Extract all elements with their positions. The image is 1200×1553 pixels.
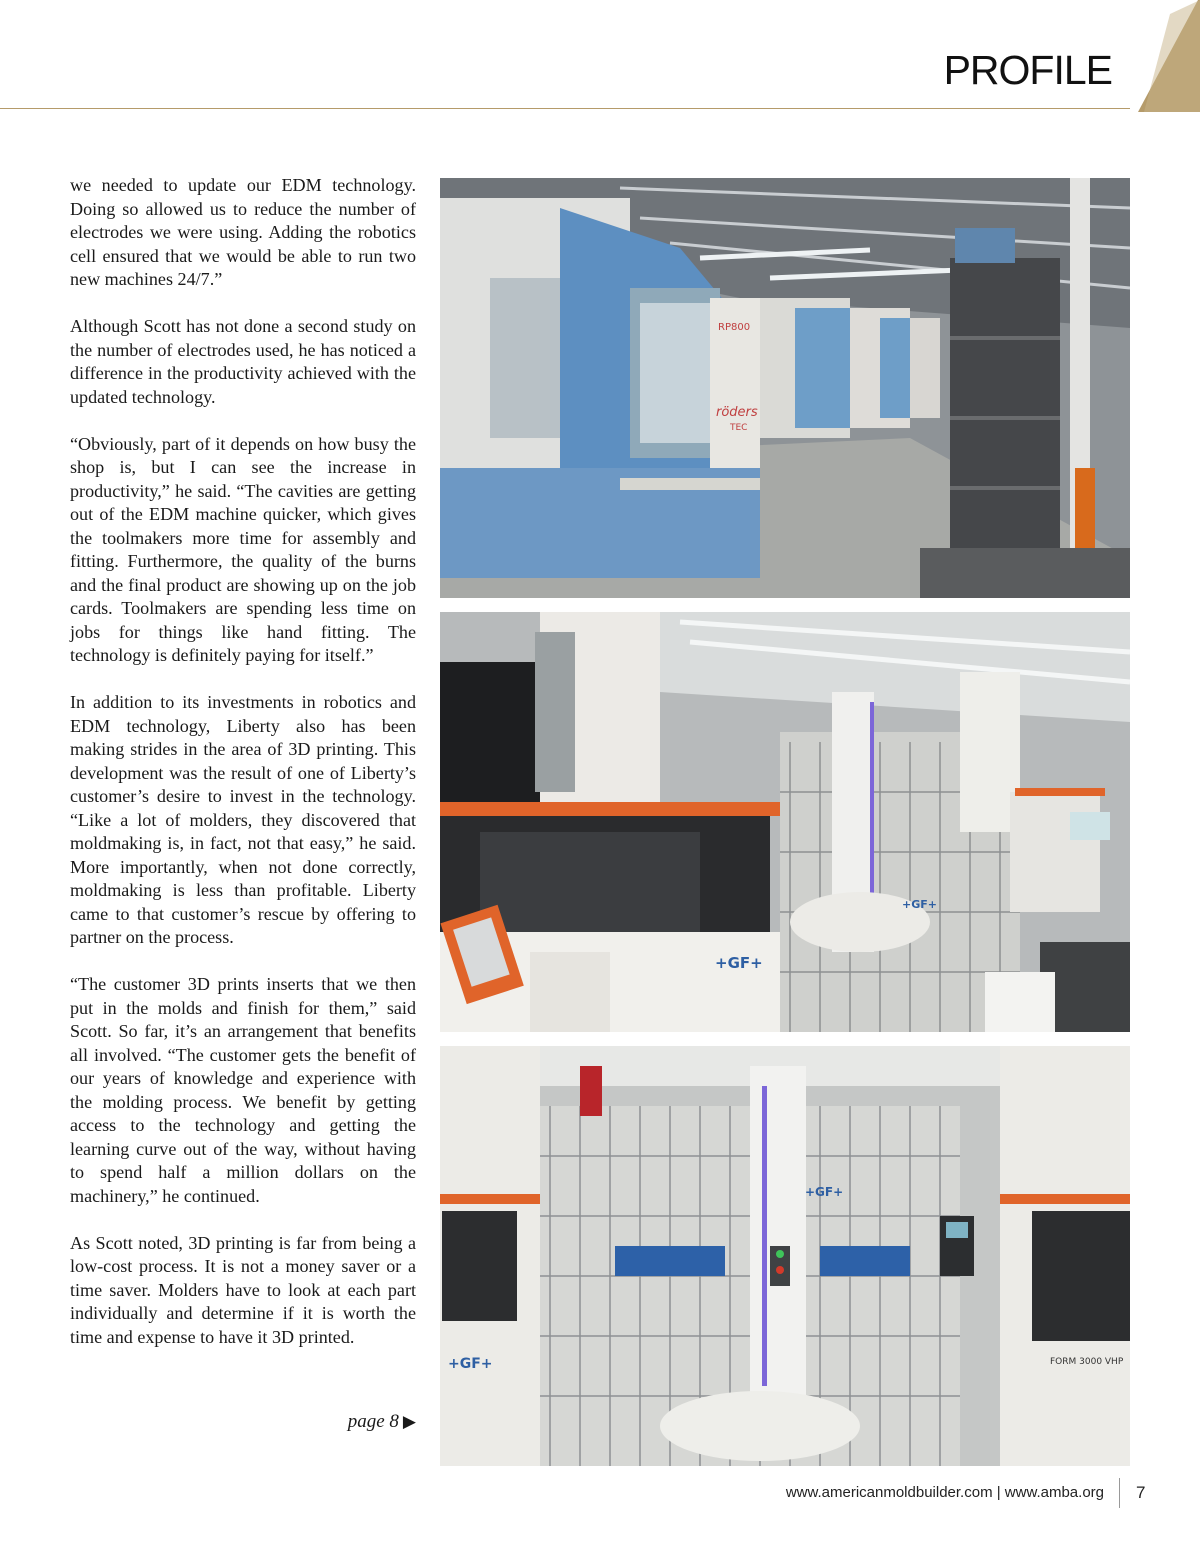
corner-decoration (1110, 0, 1200, 112)
paragraph: In addition to its investments in robotics and EDM technology, Liberty also has been making strides in the area of 3D printing. This development was the result of one of Liberty’s customer’s desire to invest in the technology. “Like a lot of molders, they discovered that moldmaking is, in fact, not that easy,” he said. More importantly, when not done correctly, moldmaking is less than profitable. Liberty came to that customer’s rescue by offering to partner on the process. (70, 692, 416, 947)
gf-logo-label: +GF+ (715, 954, 763, 972)
continued-link[interactable] (260, 1411, 416, 1433)
page-number: 7 (1136, 1483, 1146, 1502)
gf-logo-label: +GF+ (448, 1356, 493, 1372)
machine-brand-sub-label: TEC (730, 423, 748, 433)
paragraph: Although Scott has not done a second study on the number of electrodes used, he has noticed a difference in the productivity achieved with the updated technology. (70, 316, 416, 407)
article-body (70, 174, 416, 1373)
photo-form-3000 (440, 1046, 1130, 1466)
paragraph: we needed to update our EDM technology. Doing so allowed us to reduce the number of electrodes we were using. Adding the robotics cell ensured that we would be able to run two new machines 24/7.” (70, 175, 416, 289)
gf-logo-small-label: +GF+ (902, 898, 937, 911)
photo-robotics-cell (440, 612, 1130, 1032)
header-rule (0, 108, 1130, 109)
photo-edm-machines (440, 178, 1130, 598)
machine-brand-label: röders (716, 405, 758, 420)
paragraph: “The customer 3D prints inserts that we then put in the molds and finish for them,” said Scott. So far, it’s an arrangement that benefits all involved. “The customer gets the benefit of our years of knowledge and experience with the molding process. We benefit by getting access to the technology and getting the learning curve out of the way, without having to spend half a million dollars on the machinery,” he continued. (70, 974, 416, 1206)
continued-text: page 8 (347, 1411, 399, 1432)
footer-websites: www.americanmoldbuilder.com | www.amba.org (785, 1484, 1104, 1501)
footer-divider (1119, 1478, 1120, 1508)
form-3000-label: FORM 3000 VHP (1050, 1357, 1124, 1367)
play-arrow-icon: ▶ (402, 1412, 416, 1431)
machine-model-label: RP800 (718, 322, 751, 333)
section-title: PROFILE (943, 47, 1112, 93)
paragraph: As Scott noted, 3D printing is far from being a low-cost process. It is not a money saver or a time saver. Molders have to look at each part individually and determine if it is worth the time and expense to have it 3D printed. (70, 1232, 416, 1347)
paragraph: “Obviously, part of it depends on how busy the shop is, but I can see the increase in productivity,” he said. “The cavities are getting out of the EDM machine quicker, which gives the toolmakers more time for assembly and fitting. Furthermore, the quality of the burns and the final product are showing up on the job cards. Toolmakers are spending less time on jobs for things like hand fitting. The technology is definitely paying for itself.” (70, 433, 416, 665)
gf-logo-mid-label: +GF+ (805, 1185, 844, 1199)
